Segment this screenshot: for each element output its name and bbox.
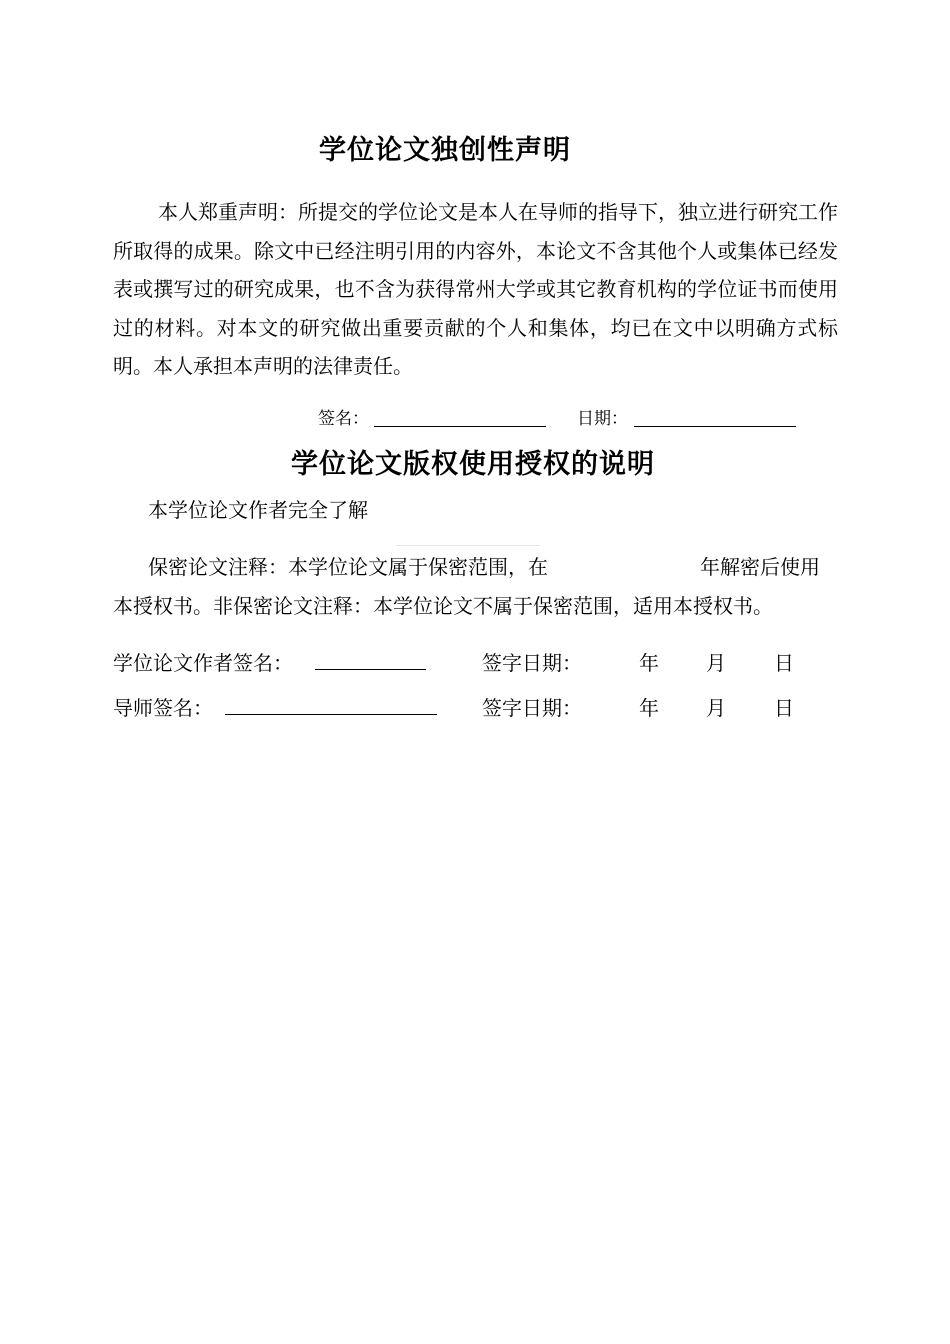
author-signature-field[interactable] <box>315 669 426 670</box>
author-signature-label: 学位论文作者签名： <box>113 651 293 675</box>
divider <box>396 545 540 546</box>
advisor-year-label: 年 <box>639 696 659 720</box>
signature-label: 签名： <box>318 409 369 429</box>
author-month-label: 月 <box>706 651 726 675</box>
secret-note-continuation: 本授权书。非保密论文注释：本学位论文不属于保密范围，适用本授权书。 <box>113 594 773 618</box>
secret-note-text: 保密论文注释：本学位论文属于保密范围，在 <box>148 555 548 579</box>
advisor-signature-field[interactable] <box>225 714 437 715</box>
date-label: 日期： <box>577 409 628 429</box>
author-sign-date-label: 签字日期： <box>482 651 582 675</box>
advisor-day-label: 日 <box>774 696 794 720</box>
advisor-month-label: 月 <box>706 696 726 720</box>
copyright-title: 学位论文版权使用授权的说明 <box>291 449 655 480</box>
advisor-signature-label: 导师签名： <box>113 696 213 720</box>
author-knows-text: 本学位论文作者完全了解 <box>148 498 368 522</box>
date-field[interactable] <box>634 426 796 427</box>
advisor-sign-date-label: 签字日期： <box>482 696 582 720</box>
signature-field[interactable] <box>374 426 546 427</box>
originality-statement: 本人郑重声明：所提交的学位论文是本人在导师的指导下，独立进行研究工作所取得的成果。除文中已经注明引用的内容外，本论文不含其他个人或集体已经发表或撰写过的研究成果，也不含为获得常州大学或其它教育机构的学位证书而使用过的材料。对本文的研究做出重要贡献的个人和集体，均已在文中以明确方式标明。本人承担本声明的法律责任。 <box>113 200 838 378</box>
author-year-label: 年 <box>639 651 659 675</box>
secret-note-years-text: 年解密后使用 <box>700 555 820 579</box>
originality-title: 学位论文独创性声明 <box>319 135 571 166</box>
author-day-label: 日 <box>774 651 794 675</box>
